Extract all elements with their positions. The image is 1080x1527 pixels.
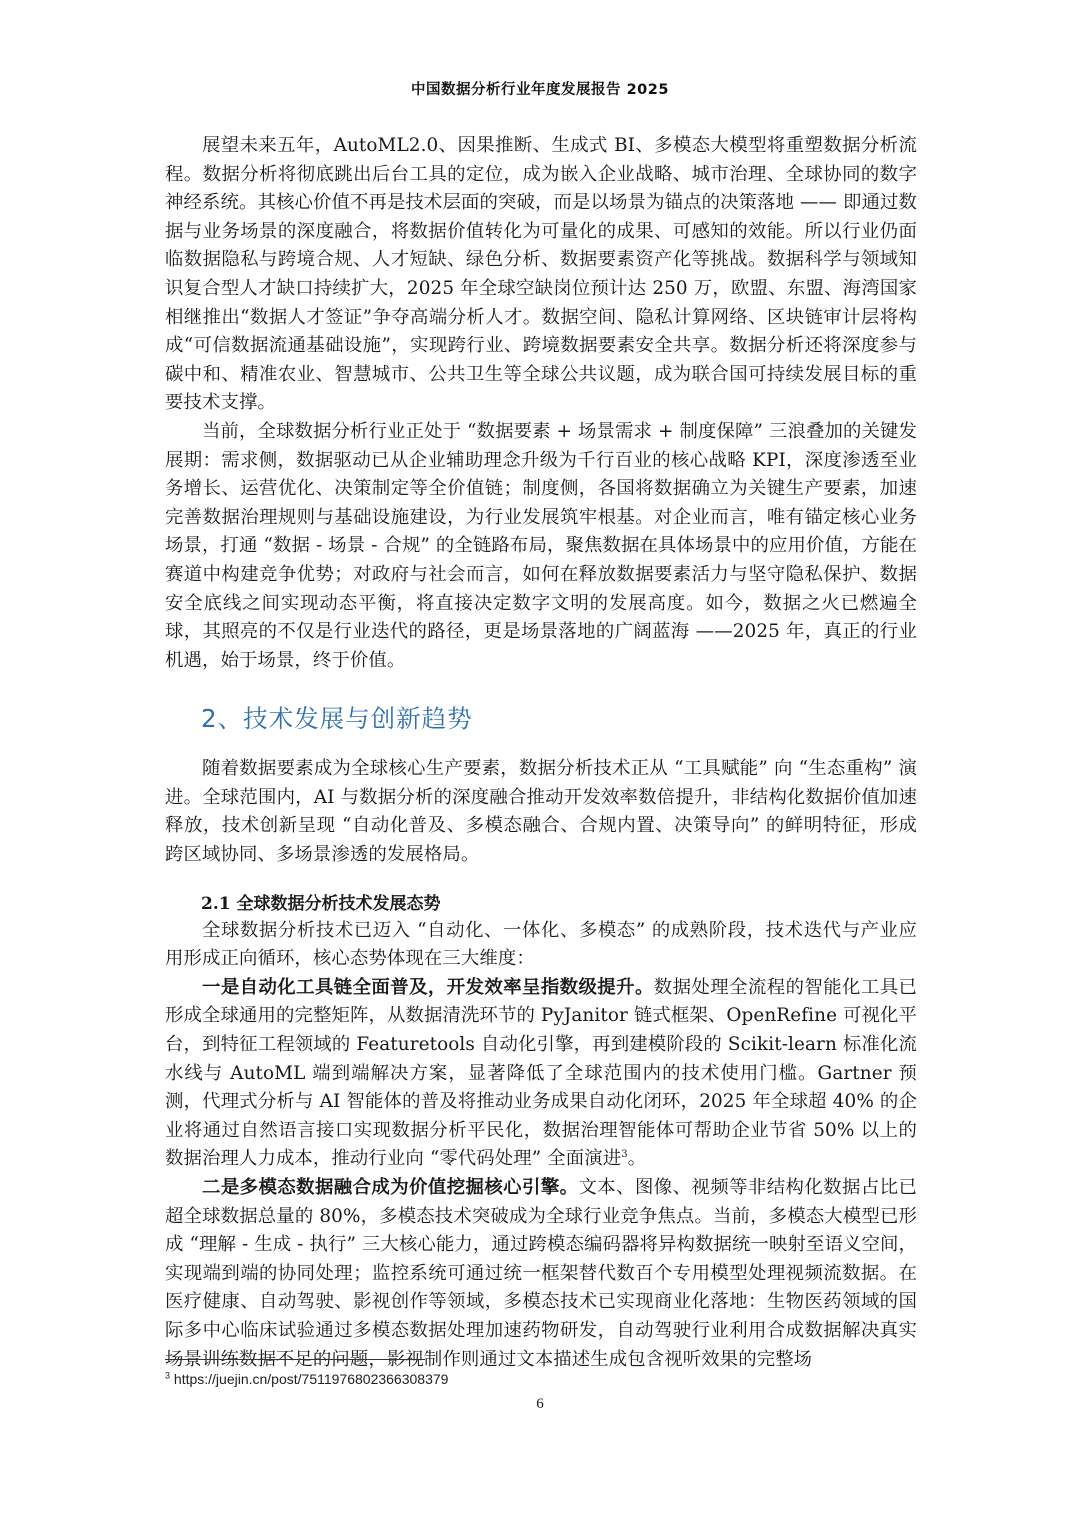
subsection-heading-2-1: 2.1 全球数据分析技术发展态势 bbox=[201, 893, 441, 914]
point-2-lead: 二是多模态数据融合成为价值挖掘核心引擎。 bbox=[202, 1177, 579, 1198]
footnote bbox=[165, 1371, 448, 1387]
point-1-text: 数据处理全流程的智能化工具已形成全球通用的完整矩阵，从数据清洗环节的 PyJanitor 链式框架、OpenRefine 可视化平台，到特征工程领域的 Featuretools 自动化引擎，再到建模阶段的 Scikit-learn 标准化流水线与 AutoML 端到端解决方案，显著降低了全球范围内的技术使用门槛。Gartner 预测，代理式分析与 AI 智能体的普及将推动业务成果自动化闭环，2025 年全球超 40% 的企业将通过自然语言接口实现数据分析平民化，数据治理智能体可帮助企业节省 50% 以上的数据治理人力成本，推动行业向 “零代码处理” 全面演进 bbox=[165, 976, 918, 1170]
page-number: 6 bbox=[536, 1396, 544, 1412]
footnote-rule bbox=[165, 1359, 425, 1360]
footnote-mark: 3 bbox=[165, 1370, 171, 1381]
paragraph-outlook: 展望未来五年，AutoML2.0、因果推断、生成式 BI、多模态大模型将重塑数据分析流程。数据分析将彻底跳出后台工具的定位，成为嵌入企业战略、城市治理、全球协同的数字神经系统。其核心价值不再是技术层面的突破，而是以场景为锚点的决策落地 —— 即通过数据与业务场景的深度融合，将数据价值转化为可量化的成果、可感知的效能。所以行业仍面临数据隐私与跨境合规、人才短缺、绿色分析、数据要素资产化等挑战。数据科学与领域知识复合型人才缺口持续扩大，2025 年全球空缺岗位预计达 250 万，欧盟、东盟、海湾国家相继推出“数据人才签证”争夺高端分析人才。数据空间、隐私计算网络、区块链审计层将构成“可信数据流通基础设施”，实现跨行业、跨境数据要素安全共享。数据分析还将深度参与碳中和、精准农业、智慧城市、公共卫生等全球公共议题，成为联合国可持续发展目标的重要技术支撑。 bbox=[165, 135, 917, 414]
point-2-text: 文本、图像、视频等非结构化数据占比已超全球数据总量的 80%，多模态技术突破成为全球行业竞争焦点。当前，多模态大模型已形成 “理解 - 生成 - 执行” 三大核心能力，通过跨模态编码器将异构数据统一映射至语义空间，实现端到端的协同处理；监控系统可通过统一框架替代数百个专用模型处理视频流数据。在医疗健康、自动驾驶、影视创作等领域，多模态技术已实现商业化落地：生物医药领域的国际多中心临床试验通过多模态数据处理加速药物研发，自动驾驶行业利用合成数据解决真实场景训练数据不足的问题，影视制作则通过文本描述生成包含视听效果的完整场 bbox=[165, 1177, 917, 1370]
paragraph-section2-1-intro: 全球数据分析技术已迈入 “自动化、一体化、多模态” 的成熟阶段，技术迭代与产业应用形成正向循环，核心态势体现在三大维度： bbox=[165, 919, 917, 970]
point-1-lead: 一是自动化工具链全面普及，开发效率呈指数级提升。 bbox=[202, 976, 654, 998]
paragraph-section2-intro: 随着数据要素成为全球核心生产要素，数据分析技术正从 “工具赋能” 向 “生态重构” 演进。全球范围内，AI 与数据分析的深度融合推动开发效率数倍提升，非结构化数据价值加速释放，技术创新呈现 “自动化普及、多模态融合、合规内置、决策导向” 的鲜明特征，形成跨区域协同、多场景渗透的发展格局。 bbox=[165, 758, 917, 866]
footnote-link[interactable]: https://juejin.cn/post/7511976802366308379 bbox=[173, 1371, 449, 1387]
paragraph-current-status: 当前，全球数据分析行业正处于 “数据要素 + 场景需求 + 制度保障” 三浪叠加的关键发展期：需求侧，数据驱动已从企业辅助理念升级为千行百业的核心战略 KPI，深度渗透至业务增长、运营优化、决策制定等全价值链；制度侧，各国将数据确立为关键生产要素，加速完善数据治理规则与基础设施建设，为行业发展筑牢根基。对企业而言，唯有锚定核心业务场景，打通 “数据 - 场景 - 合规” 的全链路布局，聚焦数据在具体场景中的应用价值，方能在赛道中构建竞争优势；对政府与社会而言，如何在释放数据要素活力与坚守隐私保护、数据安全底线之间实现动态平衡，将直接决定数字文明的发展高度。如今，数据之火已燃遍全球，其照亮的不仅是行业迭代的路径，更是场景落地的广阔蓝海 ——2025 年，真正的行业机遇，始于场景，终于价值。 bbox=[165, 420, 917, 671]
footnote-ref[interactable]: 3 bbox=[621, 1149, 628, 1161]
page-body bbox=[165, 132, 917, 1374]
running-header: 中国数据分析行业年度发展报告 2025 bbox=[411, 82, 669, 98]
paragraph-point-1 bbox=[165, 974, 917, 1174]
paragraph-point-2 bbox=[165, 1174, 917, 1374]
section-heading-2: 2、技术发展与创新趋势 bbox=[201, 704, 473, 734]
point-1-end: 。 bbox=[627, 1148, 647, 1170]
